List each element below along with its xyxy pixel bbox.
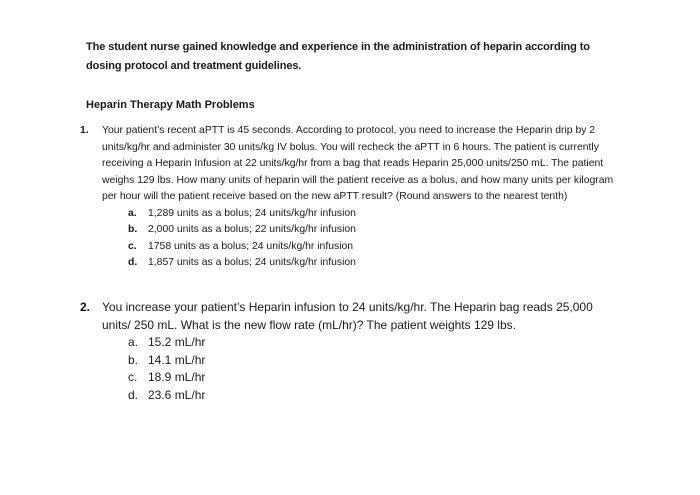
option-text: 15.2 mL/hr	[148, 335, 206, 349]
option-text: 1,857 units as a bolus; 24 units/kg/hr infusion	[148, 257, 356, 268]
answer-option-c	[128, 369, 640, 387]
option-text: 1758 units as a bolus; 24 units/kg/hr infusion	[148, 240, 354, 252]
answer-option-b	[128, 222, 640, 239]
section-title: Heparin Therapy Math Problems	[86, 99, 255, 111]
answer-options	[128, 206, 640, 272]
answer-option-d	[128, 255, 640, 272]
option-letter: c.	[128, 370, 138, 384]
answer-option-b	[128, 352, 640, 370]
option-letter: b.	[128, 352, 139, 367]
option-letter: d.	[128, 387, 139, 402]
option-letter: d.	[128, 257, 138, 268]
question-text: Your patient’s recent aPTT is 45 seconds. According to protocol, you need to increase the Heparin drip by 2 units/kg/hr and administer 30 units/kg IV bolus. You will recheck the aPTT in 6 hours. The patient is currently receiving a Heparin Infusion at 22 units/kg/hr from a bag that reads Heparin 25,000 units/250 mL. The patient weighs 129 lbs. How many units of heparin will the patient receive as a bolus, and how many units per kilogram per hour will the patient receive based on the new aPTT result? (Round answers to the nearest tenth)	[102, 125, 614, 202]
option-text: 23.6 mL/hr	[148, 387, 206, 402]
option-letter: a.	[128, 207, 137, 219]
option-letter: a.	[128, 335, 139, 349]
answer-options	[128, 334, 640, 404]
option-text: 14.1 mL/hr	[148, 352, 206, 367]
answer-option-a	[128, 334, 640, 352]
option-text: 2,000 units as a bolus; 22 units/kg/hr infusion	[148, 224, 356, 235]
option-letter: c.	[128, 240, 137, 252]
option-text: 18.9 mL/hr	[148, 370, 206, 384]
intro-paragraph: The student nurse gained knowledge and experience in the administration of heparin according to dosing protocol and treatment guidelines.	[86, 41, 590, 72]
question-2	[80, 299, 640, 404]
question-number: 2.	[80, 300, 91, 314]
answer-option-d	[128, 387, 640, 405]
question-text: You increase your patient’s Heparin infusion to 24 units/kg/hr. The Heparin bag reads 25,000 units/ 250 mL. What is the new flow rate (mL/hr)? The patient weights 129 lbs.	[102, 300, 593, 332]
question-number: 1.	[80, 125, 89, 136]
option-letter: b.	[128, 224, 138, 235]
question-1	[80, 123, 640, 272]
option-text: 1,289 units as a bolus; 24 units/kg/hr infusion	[148, 207, 356, 219]
answer-option-a	[128, 206, 640, 223]
answer-option-c	[128, 239, 640, 256]
